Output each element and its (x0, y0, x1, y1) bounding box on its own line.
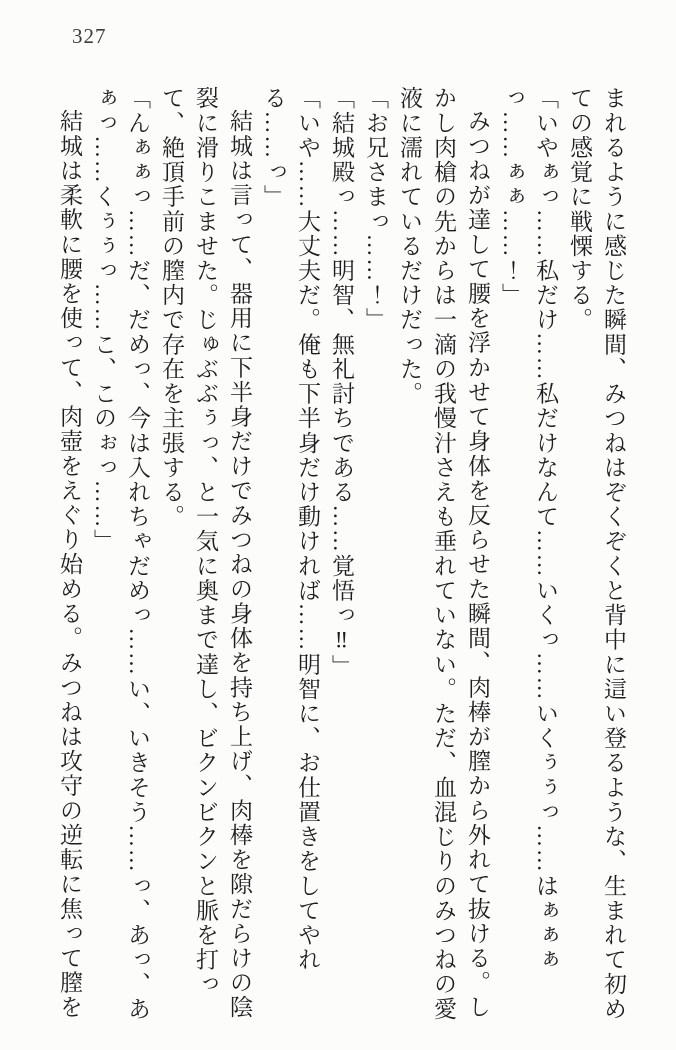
page-number: 327 (72, 24, 107, 48)
paragraph-dialogue: 「んぁぁっ……だ、だめっ、今は入れちゃだめっ……い、いきそう……っ、あっ、あぁっ……くぅぅっ……こ、このぉっ……」 (91, 86, 150, 1022)
paragraph-dialogue: 「いやぁっ……私だけ……私だけなんて……いくっ……いくぅぅっ……はぁぁぁっ……ぁぁ……！」 (499, 86, 558, 972)
paragraph-dialogue: 「いや……大丈夫だ。俺も下半身だけ動ければ……明智に、お仕置きをしてやれる……っ」 (261, 86, 320, 972)
text-body (52, 86, 630, 1034)
paragraph-narration: みつねが達して腰を浮かせて身体を反らせた瞬間、肉棒が膣から外れて抜ける。しかし肉槍の先からは一滴の我慢汁さえも垂れていない。ただ、血混じりのみつねの愛液に濡れているだけだった。 (397, 86, 490, 1022)
paragraph-dialogue: 「結城殿っ……明智、無礼討ちである……覚悟っ‼」 (329, 86, 354, 679)
paragraph-continuation: まれるように感じた瞬間、みつねはぞくぞくと背中に這い登るような、生まれて初めての感覚に戦慄する。 (567, 86, 626, 1022)
paragraph-dialogue: 「お兄さまっ……！」 (363, 86, 388, 333)
paragraph-narration: 結城は言って、器用に下半身だけでみつねの身体を持ち上げ、肉棒を隙だらけの陰裂に滑りこませた。じゅぶぶぅっ、と一気に奥まで達し、ビクンビクンと脈を打って、絶頂手前の膣内で存在を主張する。 (159, 86, 252, 1020)
paragraph-narration: 結城は柔軟に腰を使って、肉壺をえぐり始める。みつねは攻守の逆転に焦って膣を (57, 109, 82, 1020)
